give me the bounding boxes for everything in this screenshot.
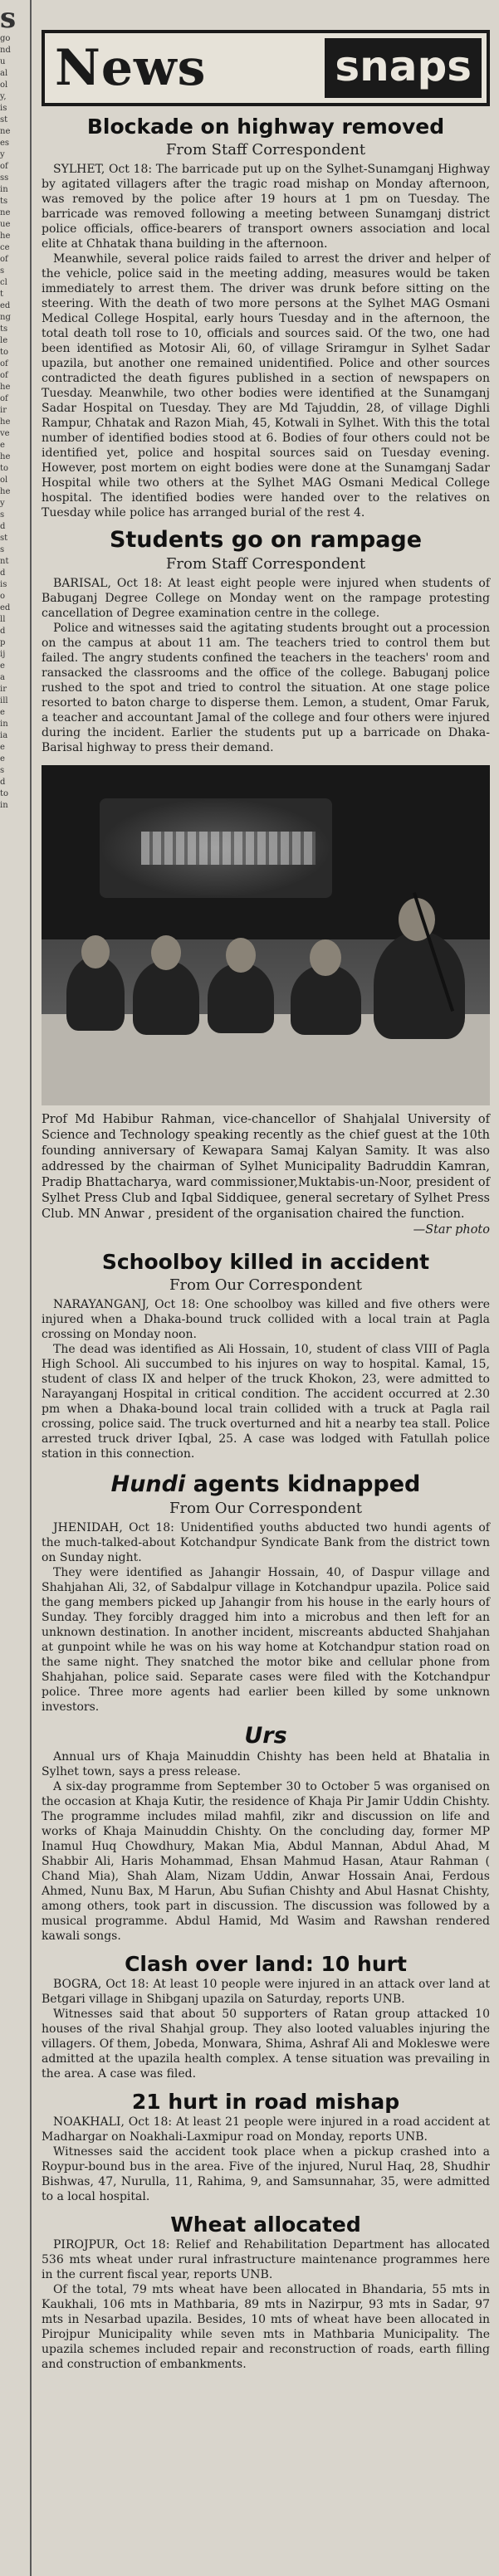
story-byline: From Our Correspondent bbox=[169, 1500, 363, 1517]
sliver-line: y, bbox=[0, 92, 7, 101]
sliver-line: e bbox=[0, 441, 5, 450]
story-headline: Blockade on highway removed bbox=[86, 115, 445, 139]
sliver-line: s bbox=[0, 266, 5, 276]
story-headline-rest: agents kidnapped bbox=[185, 1471, 421, 1497]
story-byline: From Our Correspondent bbox=[169, 1276, 363, 1294]
sliver-line: d bbox=[0, 522, 6, 531]
story-clash-over-land bbox=[42, 1952, 490, 2081]
story-schoolboy-killed bbox=[42, 1250, 490, 1461]
sliver-line: he bbox=[0, 232, 11, 241]
sliver-line: of bbox=[0, 255, 8, 264]
sliver-line: to bbox=[0, 789, 9, 798]
masthead-snaps-word: snaps bbox=[325, 38, 482, 98]
sliver-line: is bbox=[0, 580, 7, 589]
sliver-line: s bbox=[0, 510, 5, 520]
sliver-line: ce bbox=[0, 243, 10, 252]
sliver-line: in bbox=[0, 801, 8, 810]
sliver-line: he bbox=[0, 452, 11, 461]
story-byline: From Staff Correspondent bbox=[165, 141, 366, 159]
event-photo bbox=[42, 765, 490, 1105]
sliver-line: go bbox=[0, 34, 11, 43]
story-road-mishap bbox=[42, 2090, 490, 2204]
sliver-line: nd bbox=[0, 46, 11, 55]
story-headline: Wheat allocated bbox=[170, 2213, 361, 2237]
sliver-line: ue bbox=[0, 220, 11, 229]
sliver-line: ll bbox=[0, 615, 6, 624]
sliver-line: ed bbox=[0, 301, 11, 310]
sliver-line: ts bbox=[0, 197, 8, 206]
sliver-line: u bbox=[0, 57, 6, 66]
sliver-line: to bbox=[0, 464, 9, 473]
story-paragraph: SYLHET, Oct 18: The barricade put up on the Sylhet-Sunamganj Highway by agitated villagers after the tragic road mishap on Monday afternoon, was removed by the police after 19 hours at 1 pm on Tuesday. The barricade was removed following a meeting between Sunamganj district police officials, office-bearers of transport owners association and local elite at Chhatak thana building in the afternoon. bbox=[42, 163, 490, 251]
sliver-line: p bbox=[0, 638, 6, 647]
masthead-news-word: News bbox=[55, 39, 207, 97]
sliver-line: a bbox=[0, 673, 5, 682]
sliver-line: y bbox=[0, 150, 5, 159]
sliver-line: to bbox=[0, 348, 9, 357]
sliver-line: st bbox=[0, 534, 8, 543]
sliver-line: e bbox=[0, 743, 5, 752]
story-headline: Students go on rampage bbox=[109, 527, 423, 553]
story-headline-italic: Hundi bbox=[110, 1471, 186, 1497]
story-paragraph: The dead was identified as Ali Hossain, 10, student of class VIII of Pagla High School. Ali succumbed to his injures on way to hospital. Kamal, 15, student of class IX and helper of the truck Khokon, 23, were admitted to Narayanganj Hospital in critical condition. The accident occurred at 2.30 pm when a Dhaka-bound local train collided with a truck at Pagla rail crossing, police said. The truck overturned and hit a nearby tea stall. Police arrested truck driver Iqbal, 25. A case was lodged with Fatullah police station in this connection. bbox=[42, 1343, 490, 1461]
sliver-line: es bbox=[0, 139, 10, 148]
sliver-line: ir bbox=[0, 406, 7, 415]
sliver-line: y bbox=[0, 499, 5, 508]
news-snaps-column bbox=[42, 0, 490, 2372]
sliver-line: o bbox=[0, 592, 6, 601]
sliver-line: cl bbox=[0, 278, 7, 287]
sliver-line: ed bbox=[0, 603, 11, 612]
story-headline: Schoolboy killed in accident bbox=[101, 1250, 430, 1274]
story-headline: Urs bbox=[244, 1723, 287, 1749]
story-paragraph: They were identified as Jahangir Hossain, 40, of Daspur village and Shahjahan Ali, 32, of Sabdalpur village in Kotchandpur upazila. Police said the gang members picked up Jahangir from his house in the early hours of Sunday. They forcibly dragged him into a microbus and then left for an unknown destination. In another incident, miscreants abducted Shahjahan at gunpoint while he was on his way home at Kotchandpur station road on the same night. They snatched the motor bike and cellular phone from Shahjahan, police said. Separate cases were filed with the Kotchandpur police. Three more agents had earlier been killed by some unknown investors. bbox=[42, 1566, 490, 1714]
sliver-line: is bbox=[0, 104, 7, 113]
sliver-line: s bbox=[0, 545, 5, 554]
story-blockade bbox=[42, 115, 490, 520]
sliver-line: ol bbox=[0, 80, 8, 90]
sliver-line: s bbox=[0, 766, 5, 775]
story-headline: Clash over land: 10 hurt bbox=[125, 1952, 407, 1976]
story-paragraph: Witnesses said the accident took place when a pickup crashed into a Roypur-bound bus in the area. Five of the injured, Nurul Haq, 28, Shudhir Bishwas, 47, Nurulla, 11, Rahima, 9, and Samsunnahar, 35, were admitted to a local hospital. bbox=[42, 2145, 490, 2203]
story-headline: 21 hurt in road mishap bbox=[131, 2090, 400, 2114]
sliver-line: in bbox=[0, 185, 8, 194]
sliver-line: ia bbox=[0, 731, 8, 740]
sliver-headline-fragment: s bbox=[0, 2, 17, 35]
section-masthead bbox=[42, 30, 490, 106]
sliver-line: ng bbox=[0, 313, 11, 322]
sliver-line: ne bbox=[0, 208, 11, 217]
sliver-line: e bbox=[0, 754, 5, 764]
sliver-line: st bbox=[0, 115, 8, 124]
photo-guest-face bbox=[151, 935, 181, 970]
adjacent-column-sliver bbox=[0, 0, 25, 913]
sliver-line: ne bbox=[0, 127, 11, 136]
photo-guest-face bbox=[226, 938, 256, 973]
story-paragraph: BOGRA, Oct 18: At least 10 people were injured in an attack over land at Betgari village in Shibganj upazila on Saturday, reports UNB. bbox=[42, 1978, 490, 2006]
story-paragraph: A six-day programme from September 30 to October 5 was organised on the occasion at Khaja Kutir, the residence of Khaja Pir Jamir Uddin Chishty. The programme includes milad mahfil, zikr and discussion on life and works of Khaja Mainuddin Chishty. On the concluding day, former MP Inamul Huq Chowdhury, Makan Mia, Abdul Mannan, Abdul Ahad, M Shabbir Ali, Haris Mohammad, Ehsan Mahmud Hasan, Ataur Rahman ( Chand Mia), Shah Alam, Nizam Uddin, Anwar Hossain Anai, Ferdous Ahmed, Nunu Bax, M Harun, Abu Sufian Chishty and Abul Hasnat Chishty, among others, took part in discussion. The discussion was followed by a musical programme. Abdul Hamid, Md Wasim and Rawshan rendered kawali songs. bbox=[42, 1780, 490, 1943]
photo-banner-lettering bbox=[141, 832, 316, 865]
story-paragraph: NARAYANGANJ, Oct 18: One schoolboy was killed and five others were injured when a Dhaka-bound truck collided with a local train at Pagla crossing on Monday noon. bbox=[42, 1298, 490, 1341]
sliver-line: ill bbox=[0, 696, 8, 705]
story-paragraph: Of the total, 79 mts wheat have been allocated in Bhandaria, 55 mts in Kaukhali, 106 mts in Mathbaria, 89 mts in Nazirpur, 93 mts in Sadar, 97 mts in Nesarbad upazila. Besides, 10 mts of wheat have been allocated in Pirojpur Municipality while seven mts in Mathbaria Municipality. The upazila schemes included repair and reconstruction of roads, earth filling and construction of embankments. bbox=[42, 2283, 490, 2371]
sliver-line: ij bbox=[0, 650, 6, 659]
story-paragraph: Witnesses said that about 50 supporters of Ratan group attacked 10 houses of the rival Shahjal group. They also looted valuables injuring the villagers. Of them, Jobeda, Monwara, Shima, Ashraf Ali and Mokleswe were admitted at the upazila health complex. A tense situation was prevailing in the area. A case was filed. bbox=[42, 2008, 490, 2081]
column-rule bbox=[30, 0, 32, 2576]
story-wheat-allocated bbox=[42, 2213, 490, 2372]
sliver-line: ss bbox=[0, 173, 9, 183]
story-urs bbox=[42, 1723, 490, 1944]
sliver-line: he bbox=[0, 383, 11, 392]
sliver-line: of bbox=[0, 394, 8, 403]
sliver-line: in bbox=[0, 720, 8, 729]
sliver-line: ve bbox=[0, 429, 10, 438]
sliver-line: he bbox=[0, 487, 11, 496]
photo-guest-face bbox=[81, 935, 110, 968]
story-hundi-agents bbox=[42, 1471, 490, 1715]
sliver-line: of bbox=[0, 359, 8, 368]
photo-caption-text: Prof Md Habibur Rahman, vice-chancellor of Shahjalal University of Science and Technology speaking recently as the chief guest at the 10th founding anniversary of Kewapara Samaj Kalyan Samity. It was also addressed by the chairman of Sylhet Municipality Badruddin Kamran, Pradip Bhattacharya, ward commissioner,Muktabis-un-Noor, president of Sylhet Press Club and Iqbal Siddiquee, general secretary of Sylhet Press Club. MN Anwar , president of the organisation chaired the function. bbox=[42, 1113, 490, 1221]
story-students-rampage bbox=[42, 527, 490, 755]
sliver-line: e bbox=[0, 661, 5, 671]
sliver-line: le bbox=[0, 336, 8, 345]
sliver-line: of bbox=[0, 162, 8, 171]
sliver-line: al bbox=[0, 69, 8, 78]
sliver-line: d bbox=[0, 627, 6, 636]
photo-speaker bbox=[374, 931, 465, 1039]
story-paragraph: Police and witnesses said the agitating students brought out a procession on the campus at about 11 am. The teachers tried to control them but failed. The angry students confined the teachers in the teachers' room and ransacked the classrooms and the office of the college. Babuganj police rushed to the spot and tried to control the situation. At one stage police resorted to baton charge to disperse them. Lemon, a student, Omar Faruk, a teacher and accountant Jamal of the college and four others were injured during the incident. Earlier the students put up a barricade on Dhaka-Barisal highway to press their demand. bbox=[42, 622, 490, 754]
photo-guest bbox=[133, 960, 199, 1035]
story-paragraph: JHENIDAH, Oct 18: Unidentified youths abducted two hundi agents of the much-talked-about Kotchandpur Syndicate Bank from the district town on Sunday night. bbox=[42, 1521, 490, 1564]
sliver-line: d bbox=[0, 778, 6, 787]
sliver-line: d bbox=[0, 568, 6, 578]
story-headline bbox=[42, 1471, 490, 1498]
story-paragraph: NOAKHALI, Oct 18: At least 21 people were injured in a road accident at Madhargar on Noakhali-Laxmipur road on Monday, reports UNB. bbox=[42, 2115, 490, 2144]
story-paragraph: Meanwhile, several police raids failed to arrest the driver and helper of the vehicle, police said in the meeting adding, measures would be taken immediately to arrest them. The driver was drunk before sitting on the steering. With the death of two more persons at the Sylhet MAG Osmani Medical College Hospital, early hours Tuesday and in the afternoon, the total death toll rose to 10, officials and sources said. Of the two, one had been identified as Motosir Ali, 60, of village Sriramgur in Sylhet Sadar upazila, but another one remained unidentified. Police and other sources contradicted the death figures published in a section of newspapers on Tuesday. Meanwhile, two other bodies were identified at the Sunamganj Sadar Hospital on Tuesday. They are Md Tajuddin, 28, of village Dighli Rampur, Chhatak and Razon Miah, 45, Kotwali in Sylhet. With this the total number of identified bodies stood at 6. Bodies of four others could not be identified yet, police and hospital sources said on Tuesday evening. However, post mortem on eight bodies were done at the Sunamganj Sadar Hospital while two others at the Sylhet MAG Osmani Medical College hospital. The identified bodies were handed over to the relatives on Tuesday while police has arranged burial of the rest 4. bbox=[42, 252, 490, 520]
story-paragraph: PIROJPUR, Oct 18: Relief and Rehabilitation Department has allocated 536 mts wheat under rural infrastructure maintenance programmes here in the current fiscal year, reports UNB. bbox=[42, 2238, 490, 2281]
sliver-line: ts bbox=[0, 324, 8, 334]
photo-credit: —Star photo bbox=[413, 1223, 490, 1237]
sliver-line: ir bbox=[0, 685, 7, 694]
photo-guest-face bbox=[310, 939, 341, 976]
sliver-line: he bbox=[0, 417, 11, 427]
sliver-line: nt bbox=[0, 557, 9, 566]
sliver-line: ol bbox=[0, 476, 8, 485]
sliver-line: e bbox=[0, 708, 5, 717]
story-paragraph: BARISAL, Oct 18: At least eight people were injured when students of Babuganj Degree College on Monday went on the rampage protesting cancellation of Degree examination centre in the college. bbox=[42, 577, 490, 620]
photo-caption bbox=[42, 1112, 490, 1238]
sliver-text-lines bbox=[0, 33, 25, 812]
story-paragraph: Annual urs of Khaja Mainuddin Chishty has been held at Bhatalia in Sylhet town, says a press release. bbox=[42, 1750, 490, 1778]
sliver-line: t bbox=[0, 290, 4, 299]
photo-guest bbox=[208, 963, 274, 1033]
sliver-line: of bbox=[0, 371, 8, 380]
story-byline: From Staff Correspondent bbox=[165, 555, 366, 573]
